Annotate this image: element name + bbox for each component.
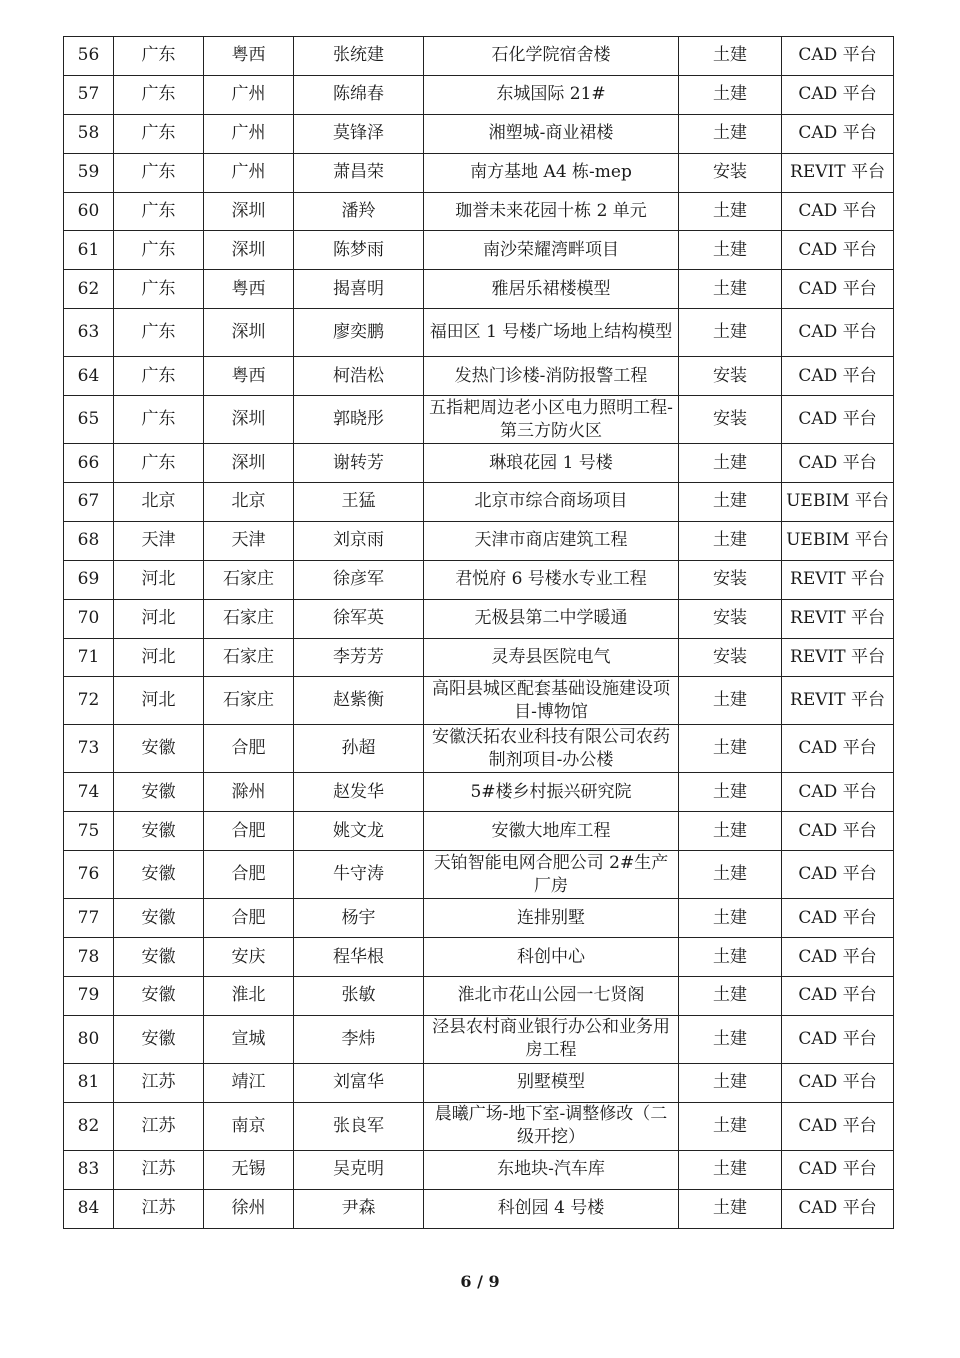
table-row: [64, 114, 894, 153]
discipline-cell: 土建: [679, 37, 782, 76]
city-cell: 深圳: [204, 309, 294, 357]
city-cell: 合肥: [204, 725, 294, 773]
discipline-cell: 土建: [679, 231, 782, 270]
person-name-cell: 程华根: [294, 938, 424, 977]
person-name-cell: 揭喜明: [294, 270, 424, 309]
person-name-cell: 刘京雨: [294, 521, 424, 560]
table-row: [64, 899, 894, 938]
project-name-cell: 发热门诊楼-消防报警工程: [424, 357, 679, 396]
table-row: [64, 75, 894, 114]
discipline-cell: 土建: [679, 977, 782, 1016]
platform-cell: REVIT 平台: [782, 560, 894, 599]
platform-cell: CAD 平台: [782, 812, 894, 851]
city-cell: 广州: [204, 153, 294, 192]
project-name-cell: 南沙荣耀湾畔项目: [424, 231, 679, 270]
table-row: [64, 396, 894, 444]
row-number-cell: 69: [64, 560, 114, 599]
row-number-cell: 76: [64, 851, 114, 899]
table-row: [64, 725, 894, 773]
city-cell: 广州: [204, 75, 294, 114]
project-name-cell: 福田区 1 号楼广场地上结构模型: [424, 309, 679, 357]
row-number-cell: 66: [64, 444, 114, 483]
person-name-cell: 王猛: [294, 483, 424, 522]
row-number-cell: 57: [64, 75, 114, 114]
city-cell: 深圳: [204, 396, 294, 444]
row-number-cell: 67: [64, 483, 114, 522]
table-row: [64, 812, 894, 851]
province-cell: 广东: [114, 114, 204, 153]
project-name-cell: 五指耙周边老小区电力照明工程-第三方防火区: [424, 396, 679, 444]
row-number-cell: 82: [64, 1102, 114, 1150]
table-row: [64, 1015, 894, 1063]
discipline-cell: 安装: [679, 599, 782, 638]
person-name-cell: 谢转芳: [294, 444, 424, 483]
project-name-cell: 湘塑城-商业裙楼: [424, 114, 679, 153]
province-cell: 广东: [114, 153, 204, 192]
table-row: [64, 521, 894, 560]
platform-cell: UEBIM 平台: [782, 483, 894, 522]
discipline-cell: 土建: [679, 309, 782, 357]
city-cell: 靖江: [204, 1063, 294, 1102]
discipline-cell: 土建: [679, 677, 782, 725]
person-name-cell: 廖奕鹏: [294, 309, 424, 357]
city-cell: 石家庄: [204, 638, 294, 677]
discipline-cell: 土建: [679, 114, 782, 153]
row-number-cell: 83: [64, 1150, 114, 1189]
city-cell: 深圳: [204, 444, 294, 483]
table-row: [64, 1150, 894, 1189]
row-number-cell: 81: [64, 1063, 114, 1102]
city-cell: 广州: [204, 114, 294, 153]
province-cell: 广东: [114, 231, 204, 270]
discipline-cell: 土建: [679, 75, 782, 114]
platform-cell: CAD 平台: [782, 231, 894, 270]
table-row: [64, 773, 894, 812]
row-number-cell: 71: [64, 638, 114, 677]
platform-cell: CAD 平台: [782, 1102, 894, 1150]
province-cell: 河北: [114, 599, 204, 638]
table-row: [64, 638, 894, 677]
row-number-cell: 80: [64, 1015, 114, 1063]
platform-cell: CAD 平台: [782, 270, 894, 309]
row-number-cell: 62: [64, 270, 114, 309]
city-cell: 徐州: [204, 1189, 294, 1228]
person-name-cell: 徐军英: [294, 599, 424, 638]
row-number-cell: 63: [64, 309, 114, 357]
city-cell: 石家庄: [204, 677, 294, 725]
project-name-cell: 灵寿县医院电气: [424, 638, 679, 677]
discipline-cell: 安装: [679, 153, 782, 192]
platform-cell: CAD 平台: [782, 1189, 894, 1228]
city-cell: 石家庄: [204, 560, 294, 599]
project-name-cell: 雅居乐裙楼模型: [424, 270, 679, 309]
discipline-cell: 土建: [679, 851, 782, 899]
roster-table-body: [64, 37, 894, 1229]
person-name-cell: 郭晓彤: [294, 396, 424, 444]
row-number-cell: 73: [64, 725, 114, 773]
project-name-cell: 东地块-汽车库: [424, 1150, 679, 1189]
discipline-cell: 土建: [679, 1189, 782, 1228]
province-cell: 北京: [114, 483, 204, 522]
row-number-cell: 68: [64, 521, 114, 560]
row-number-cell: 58: [64, 114, 114, 153]
row-number-cell: 65: [64, 396, 114, 444]
discipline-cell: 土建: [679, 773, 782, 812]
province-cell: 广东: [114, 309, 204, 357]
province-cell: 安徽: [114, 938, 204, 977]
discipline-cell: 土建: [679, 444, 782, 483]
person-name-cell: 赵发华: [294, 773, 424, 812]
row-number-cell: 78: [64, 938, 114, 977]
province-cell: 江苏: [114, 1063, 204, 1102]
person-name-cell: 徐彦军: [294, 560, 424, 599]
row-number-cell: 61: [64, 231, 114, 270]
project-name-cell: 石化学院宿舍楼: [424, 37, 679, 76]
discipline-cell: 土建: [679, 899, 782, 938]
city-cell: 合肥: [204, 899, 294, 938]
project-name-cell: 安徽大地库工程: [424, 812, 679, 851]
row-number-cell: 60: [64, 192, 114, 231]
project-name-cell: 5#楼乡村振兴研究院: [424, 773, 679, 812]
table-row: [64, 599, 894, 638]
platform-cell: CAD 平台: [782, 1150, 894, 1189]
platform-cell: REVIT 平台: [782, 599, 894, 638]
table-row: [64, 1189, 894, 1228]
platform-cell: CAD 平台: [782, 851, 894, 899]
table-row: [64, 851, 894, 899]
platform-cell: CAD 平台: [782, 75, 894, 114]
project-name-cell: 君悦府 6 号楼水专业工程: [424, 560, 679, 599]
table-row: [64, 192, 894, 231]
city-cell: 宣城: [204, 1015, 294, 1063]
platform-cell: CAD 平台: [782, 1015, 894, 1063]
table-row: [64, 677, 894, 725]
discipline-cell: 土建: [679, 1150, 782, 1189]
row-number-cell: 79: [64, 977, 114, 1016]
row-number-cell: 59: [64, 153, 114, 192]
person-name-cell: 吴克明: [294, 1150, 424, 1189]
person-name-cell: 李芳芳: [294, 638, 424, 677]
person-name-cell: 陈梦雨: [294, 231, 424, 270]
province-cell: 广东: [114, 37, 204, 76]
platform-cell: CAD 平台: [782, 192, 894, 231]
project-name-cell: 科创园 4 号楼: [424, 1189, 679, 1228]
project-name-cell: 珈誉未来花园十栋 2 单元: [424, 192, 679, 231]
province-cell: 河北: [114, 638, 204, 677]
province-cell: 安徽: [114, 812, 204, 851]
table-row: [64, 1102, 894, 1150]
table-row: [64, 1063, 894, 1102]
table-row: [64, 483, 894, 522]
platform-cell: CAD 平台: [782, 977, 894, 1016]
project-name-cell: 淮北市花山公园一七贤阁: [424, 977, 679, 1016]
project-name-cell: 泾县农村商业银行办公和业务用房工程: [424, 1015, 679, 1063]
province-cell: 江苏: [114, 1150, 204, 1189]
discipline-cell: 土建: [679, 1102, 782, 1150]
platform-cell: CAD 平台: [782, 37, 894, 76]
city-cell: 北京: [204, 483, 294, 522]
city-cell: 深圳: [204, 231, 294, 270]
project-name-cell: 东城国际 21#: [424, 75, 679, 114]
platform-cell: CAD 平台: [782, 114, 894, 153]
table-row: [64, 309, 894, 357]
city-cell: 天津: [204, 521, 294, 560]
project-name-cell: 北京市综合商场项目: [424, 483, 679, 522]
province-cell: 安徽: [114, 851, 204, 899]
platform-cell: REVIT 平台: [782, 153, 894, 192]
person-name-cell: 萧昌荣: [294, 153, 424, 192]
person-name-cell: 刘富华: [294, 1063, 424, 1102]
project-name-cell: 高阳县城区配套基础设施建设项目-博物馆: [424, 677, 679, 725]
row-number-cell: 74: [64, 773, 114, 812]
row-number-cell: 56: [64, 37, 114, 76]
row-number-cell: 75: [64, 812, 114, 851]
province-cell: 安徽: [114, 899, 204, 938]
city-cell: 粤西: [204, 270, 294, 309]
discipline-cell: 土建: [679, 812, 782, 851]
province-cell: 广东: [114, 444, 204, 483]
person-name-cell: 潘羚: [294, 192, 424, 231]
discipline-cell: 安装: [679, 560, 782, 599]
person-name-cell: 张敏: [294, 977, 424, 1016]
province-cell: 广东: [114, 192, 204, 231]
person-name-cell: 赵紫衡: [294, 677, 424, 725]
person-name-cell: 陈绵春: [294, 75, 424, 114]
city-cell: 滁州: [204, 773, 294, 812]
row-number-cell: 64: [64, 357, 114, 396]
province-cell: 江苏: [114, 1189, 204, 1228]
project-name-cell: 别墅模型: [424, 1063, 679, 1102]
person-name-cell: 李炜: [294, 1015, 424, 1063]
page-number: 6 / 9: [460, 1272, 500, 1291]
person-name-cell: 张良军: [294, 1102, 424, 1150]
platform-cell: CAD 平台: [782, 309, 894, 357]
province-cell: 广东: [114, 270, 204, 309]
province-cell: 江苏: [114, 1102, 204, 1150]
province-cell: 广东: [114, 357, 204, 396]
city-cell: 合肥: [204, 812, 294, 851]
project-name-cell: 无极县第二中学暖通: [424, 599, 679, 638]
project-name-cell: 晨曦广场-地下室-调整修改（二级开挖）: [424, 1102, 679, 1150]
platform-cell: CAD 平台: [782, 396, 894, 444]
discipline-cell: 安装: [679, 357, 782, 396]
province-cell: 安徽: [114, 1015, 204, 1063]
row-number-cell: 84: [64, 1189, 114, 1228]
person-name-cell: 孙超: [294, 725, 424, 773]
discipline-cell: 土建: [679, 1063, 782, 1102]
city-cell: 粤西: [204, 357, 294, 396]
person-name-cell: 张统建: [294, 37, 424, 76]
table-row: [64, 560, 894, 599]
row-number-cell: 72: [64, 677, 114, 725]
province-cell: 天津: [114, 521, 204, 560]
discipline-cell: 土建: [679, 483, 782, 522]
discipline-cell: 土建: [679, 521, 782, 560]
project-name-cell: 南方基地 A4 栋-mep: [424, 153, 679, 192]
city-cell: 合肥: [204, 851, 294, 899]
table-row: [64, 977, 894, 1016]
person-name-cell: 莫锋泽: [294, 114, 424, 153]
platform-cell: CAD 平台: [782, 1063, 894, 1102]
discipline-cell: 土建: [679, 192, 782, 231]
discipline-cell: 土建: [679, 938, 782, 977]
project-name-cell: 连排别墅: [424, 899, 679, 938]
table-row: [64, 153, 894, 192]
discipline-cell: 土建: [679, 1015, 782, 1063]
table-row: [64, 938, 894, 977]
platform-cell: CAD 平台: [782, 938, 894, 977]
row-number-cell: 77: [64, 899, 114, 938]
person-name-cell: 杨宇: [294, 899, 424, 938]
platform-cell: REVIT 平台: [782, 677, 894, 725]
platform-cell: CAD 平台: [782, 444, 894, 483]
platform-cell: CAD 平台: [782, 773, 894, 812]
platform-cell: UEBIM 平台: [782, 521, 894, 560]
city-cell: 粤西: [204, 37, 294, 76]
city-cell: 石家庄: [204, 599, 294, 638]
platform-cell: CAD 平台: [782, 725, 894, 773]
person-name-cell: 牛守涛: [294, 851, 424, 899]
project-name-cell: 安徽沃拓农业科技有限公司农药制剂项目-办公楼: [424, 725, 679, 773]
city-cell: 淮北: [204, 977, 294, 1016]
province-cell: 安徽: [114, 977, 204, 1016]
city-cell: 安庆: [204, 938, 294, 977]
discipline-cell: 安装: [679, 396, 782, 444]
table-row: [64, 357, 894, 396]
city-cell: 深圳: [204, 192, 294, 231]
person-name-cell: 柯浩松: [294, 357, 424, 396]
table-row: [64, 270, 894, 309]
project-name-cell: 天津市商店建筑工程: [424, 521, 679, 560]
row-number-cell: 70: [64, 599, 114, 638]
province-cell: 安徽: [114, 725, 204, 773]
city-cell: 无锡: [204, 1150, 294, 1189]
province-cell: 河北: [114, 560, 204, 599]
province-cell: 河北: [114, 677, 204, 725]
project-name-cell: 科创中心: [424, 938, 679, 977]
platform-cell: CAD 平台: [782, 357, 894, 396]
project-name-cell: 琳琅花园 1 号楼: [424, 444, 679, 483]
table-row: [64, 37, 894, 76]
person-name-cell: 尹森: [294, 1189, 424, 1228]
province-cell: 安徽: [114, 773, 204, 812]
person-name-cell: 姚文龙: [294, 812, 424, 851]
platform-cell: REVIT 平台: [782, 638, 894, 677]
discipline-cell: 土建: [679, 725, 782, 773]
province-cell: 广东: [114, 75, 204, 114]
discipline-cell: 安装: [679, 638, 782, 677]
city-cell: 南京: [204, 1102, 294, 1150]
discipline-cell: 土建: [679, 270, 782, 309]
table-row: [64, 444, 894, 483]
province-cell: 广东: [114, 396, 204, 444]
roster-table: [63, 36, 894, 1229]
table-row: [64, 231, 894, 270]
project-name-cell: 天铂智能电网合肥公司 2#生产厂房: [424, 851, 679, 899]
platform-cell: CAD 平台: [782, 899, 894, 938]
